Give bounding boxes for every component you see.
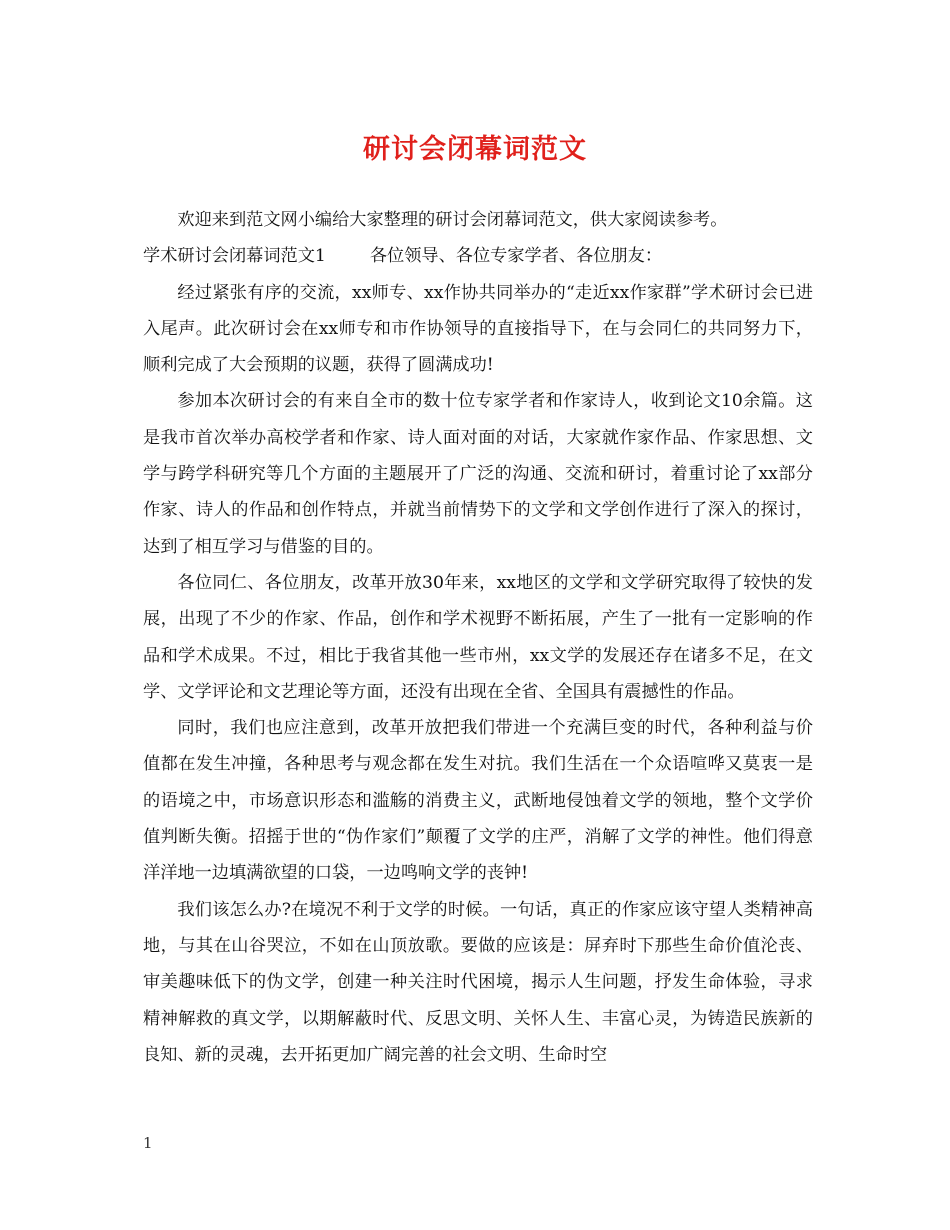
body-paragraph-1: 经过紧张有序的交流，xx师专、xx作协共同举办的“走近xx作家群”学术研讨会已进入尾声。此次研讨会在xx师专和市作协领导的直接指导下，在与会同仁的共同努力下，顺利完成了大会预期的议题，获得了圆满成功! <box>143 282 813 376</box>
body-paragraph-3: 各位同仁、各位朋友，改革开放30年来，xx地区的文学和文学研究取得了较快的发展，出现了不少的作家、作品，创作和学术视野不断拓展，产生了一批有一定影响的作品和学术成果。不过，相比于我省其他一些市州，xx文学的发展还存在诸多不足，在文学、文学评论和文艺理论等方面，还没有出现在全省、全国具有震撼性的作品。 <box>143 572 813 702</box>
document-body <box>143 202 813 1073</box>
document-title: 研讨会闭幕词范文 <box>363 134 587 165</box>
greeting: 各位领导、各位专家学者、各位朋友： <box>369 246 663 267</box>
page-number: 1 <box>143 1134 153 1152</box>
section-heading: 学术研讨会闭幕词范文1 <box>143 246 326 267</box>
body-paragraph-2: 参加本次研讨会的有来自全市的数十位专家学者和作家诗人，收到论文10余篇。这是我市首次举办高校学者和作家、诗人面对面的对话，大家就作家作品、作家思想、文学与跨学科研究等几个方面的主题展开了广泛的沟通、交流和研讨，着重讨论了xx部分作家、诗人的作品和创作特点，并就当前情势下的文学和文学创作进行了深入的探讨，达到了相互学习与借鉴的目的。 <box>143 391 813 557</box>
body-paragraph-4: 同时，我们也应注意到，改革开放把我们带进一个充满巨变的时代，各种利益与价值都在发生冲撞，各种思考与观念都在发生对抗。我们生活在一个众语喧哗又莫衷一是的语境之中，市场意识形态和滥觞的消费主义，武断地侵蚀着文学的领地，整个文学价值判断失衡。招摇于世的“伪作家们”颠覆了文学的庄严，消解了文学的神性。他们得意洋洋地一边填满欲望的口袋，一边鸣响文学的丧钟! <box>143 718 813 884</box>
intro-paragraph: 欢迎来到范文网小编给大家整理的研讨会闭幕词范文，供大家阅读参考。 <box>177 210 728 230</box>
section-heading-line <box>143 238 813 274</box>
body-paragraph-5: 我们该怎么办?在境况不利于文学的时候。一句话，真正的作家应该守望人类精神高地，与其在山谷哭泣，不如在山顶放歌。要做的应该是：屏弃时下那些生命价值沦丧、审美趣味低下的伪文学，创建一种关注时代困境，揭示人生问题，抒发生命体验，寻求精神解救的真文学，以期解蔽时代、反思文明、关怀人生、丰富心灵，为铸造民族新的良知、新的灵魂，去开拓更加广阔完善的社会文明、生命时空 <box>143 899 813 1065</box>
